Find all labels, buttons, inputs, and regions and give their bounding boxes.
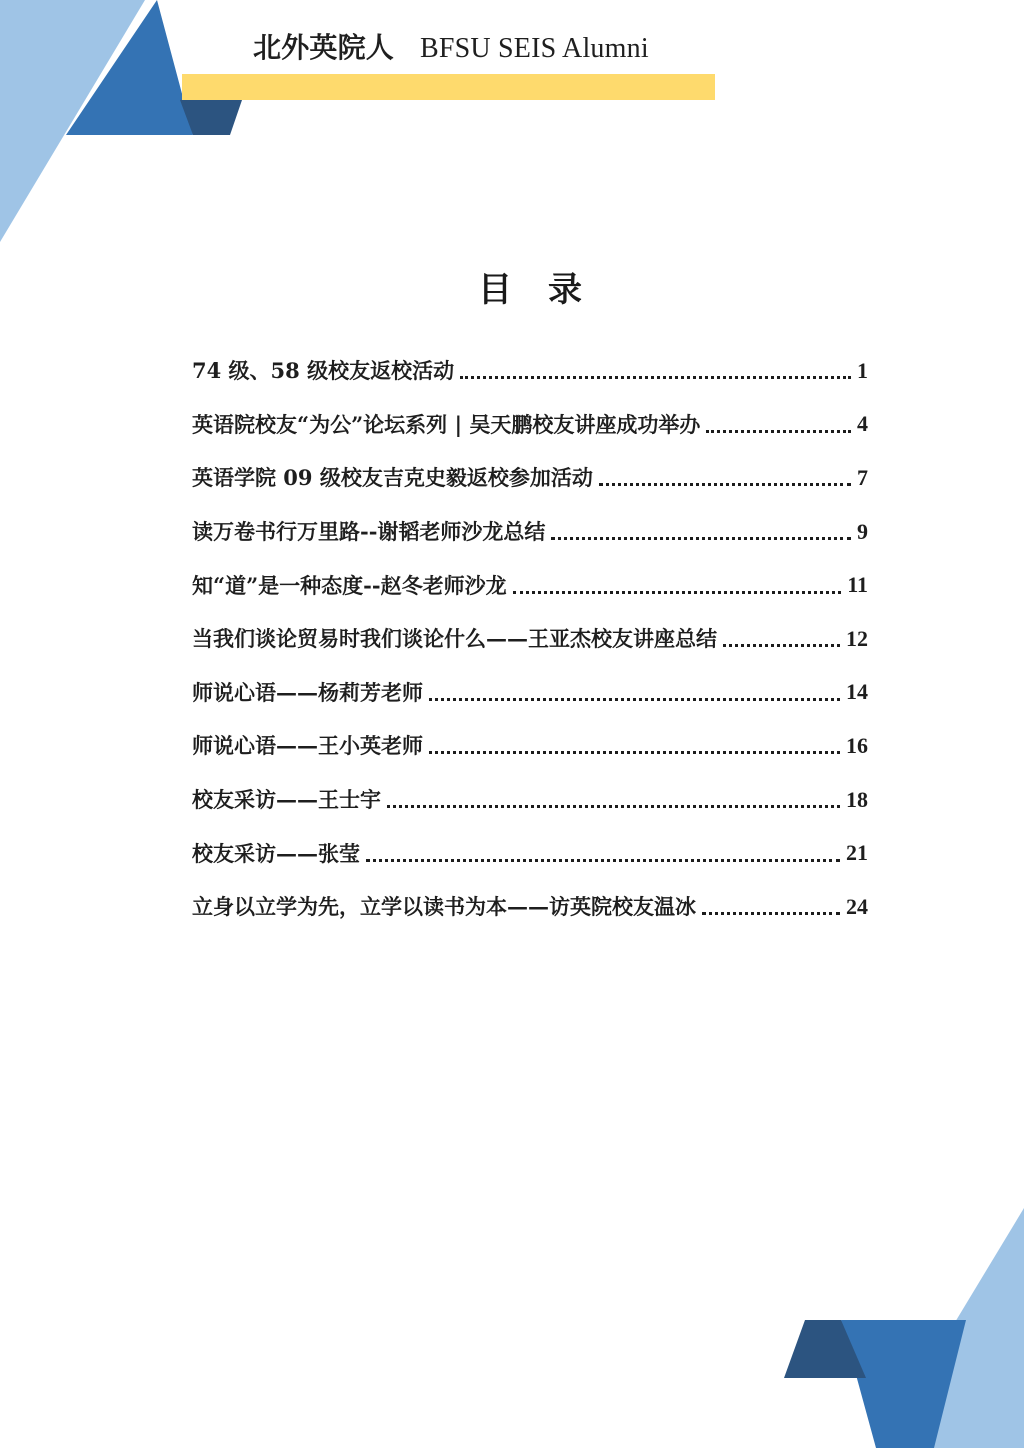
publication-title-chinese: 北外英院人 [253, 31, 395, 64]
toc-entry-page-number: 12 [846, 625, 868, 651]
header-accent-bar [182, 74, 715, 100]
publication-title [253, 26, 649, 66]
bottom-right-decoration [764, 1208, 1024, 1448]
toc-leader-dots [429, 751, 840, 754]
toc-entry-page-number: 16 [846, 732, 868, 758]
toc-entry-title: 英语学院 09 级校友吉克史毅返校参加活动 [192, 465, 593, 491]
toc-entry[interactable] [192, 880, 868, 934]
toc-entry[interactable] [192, 505, 868, 559]
toc-leader-dots [706, 430, 851, 433]
toc-leader-dots [702, 912, 840, 915]
toc-entry-page-number: 11 [847, 572, 868, 598]
toc-entry-title: 当我们谈论贸易时我们谈论什么——王亚杰校友讲座总结 [192, 626, 717, 652]
toc-leader-dots [513, 591, 842, 594]
toc-entry-page-number: 24 [846, 893, 868, 919]
toc-entry-page-number: 14 [846, 679, 868, 705]
toc-entry-title: 知“道”是一种态度--赵冬老师沙龙 [192, 572, 507, 598]
toc-leader-dots [366, 859, 840, 862]
toc-entry[interactable] [192, 398, 868, 452]
toc-leader-dots [387, 805, 840, 808]
toc-entry-title: 校友采访——张莹 [192, 840, 360, 866]
toc-entry[interactable] [192, 773, 868, 827]
toc-entry[interactable] [192, 612, 868, 666]
page-header [0, 0, 1024, 110]
toc-entry-title: 74 级、58 级校友返校活动 [192, 358, 455, 384]
toc-entry-title: 立身以立学为先，立学以读书为本——访英院校友温冰 [192, 894, 696, 920]
publication-title-english: BFSU SEIS Alumni [419, 33, 649, 64]
toc-entry[interactable] [192, 558, 868, 612]
table-of-contents [192, 344, 868, 934]
toc-entry-title: 读万卷书行万里路--谢韬老师沙龙总结 [192, 519, 546, 545]
toc-entry[interactable] [192, 826, 868, 880]
toc-entry-title: 校友采访——王士宇 [192, 787, 381, 813]
toc-leader-dots [460, 376, 851, 379]
toc-entry-page-number: 21 [846, 840, 868, 866]
toc-entry-page-number: 18 [846, 786, 868, 812]
toc-entry-title: 英语院校友“为公”论坛系列 | 吴天鹏校友讲座成功举办 [192, 411, 701, 437]
toc-leader-dots [429, 698, 840, 701]
toc-entry-page-number: 9 [857, 518, 868, 544]
toc-leader-dots [551, 537, 851, 540]
toc-entry[interactable] [192, 344, 868, 398]
toc-leader-dots [599, 483, 851, 486]
toc-entry-page-number: 1 [857, 357, 868, 383]
toc-entry[interactable] [192, 719, 868, 773]
toc-leader-dots [723, 644, 840, 647]
toc-entry-title: 师说心语——王小英老师 [192, 733, 423, 759]
toc-heading: 目录 [478, 270, 618, 310]
toc-entry-title: 师说心语——杨莉芳老师 [192, 679, 423, 705]
toc-entry[interactable] [192, 666, 868, 720]
toc-entry-page-number: 4 [857, 411, 868, 437]
toc-entry[interactable] [192, 451, 868, 505]
toc-entry-page-number: 7 [857, 464, 868, 490]
